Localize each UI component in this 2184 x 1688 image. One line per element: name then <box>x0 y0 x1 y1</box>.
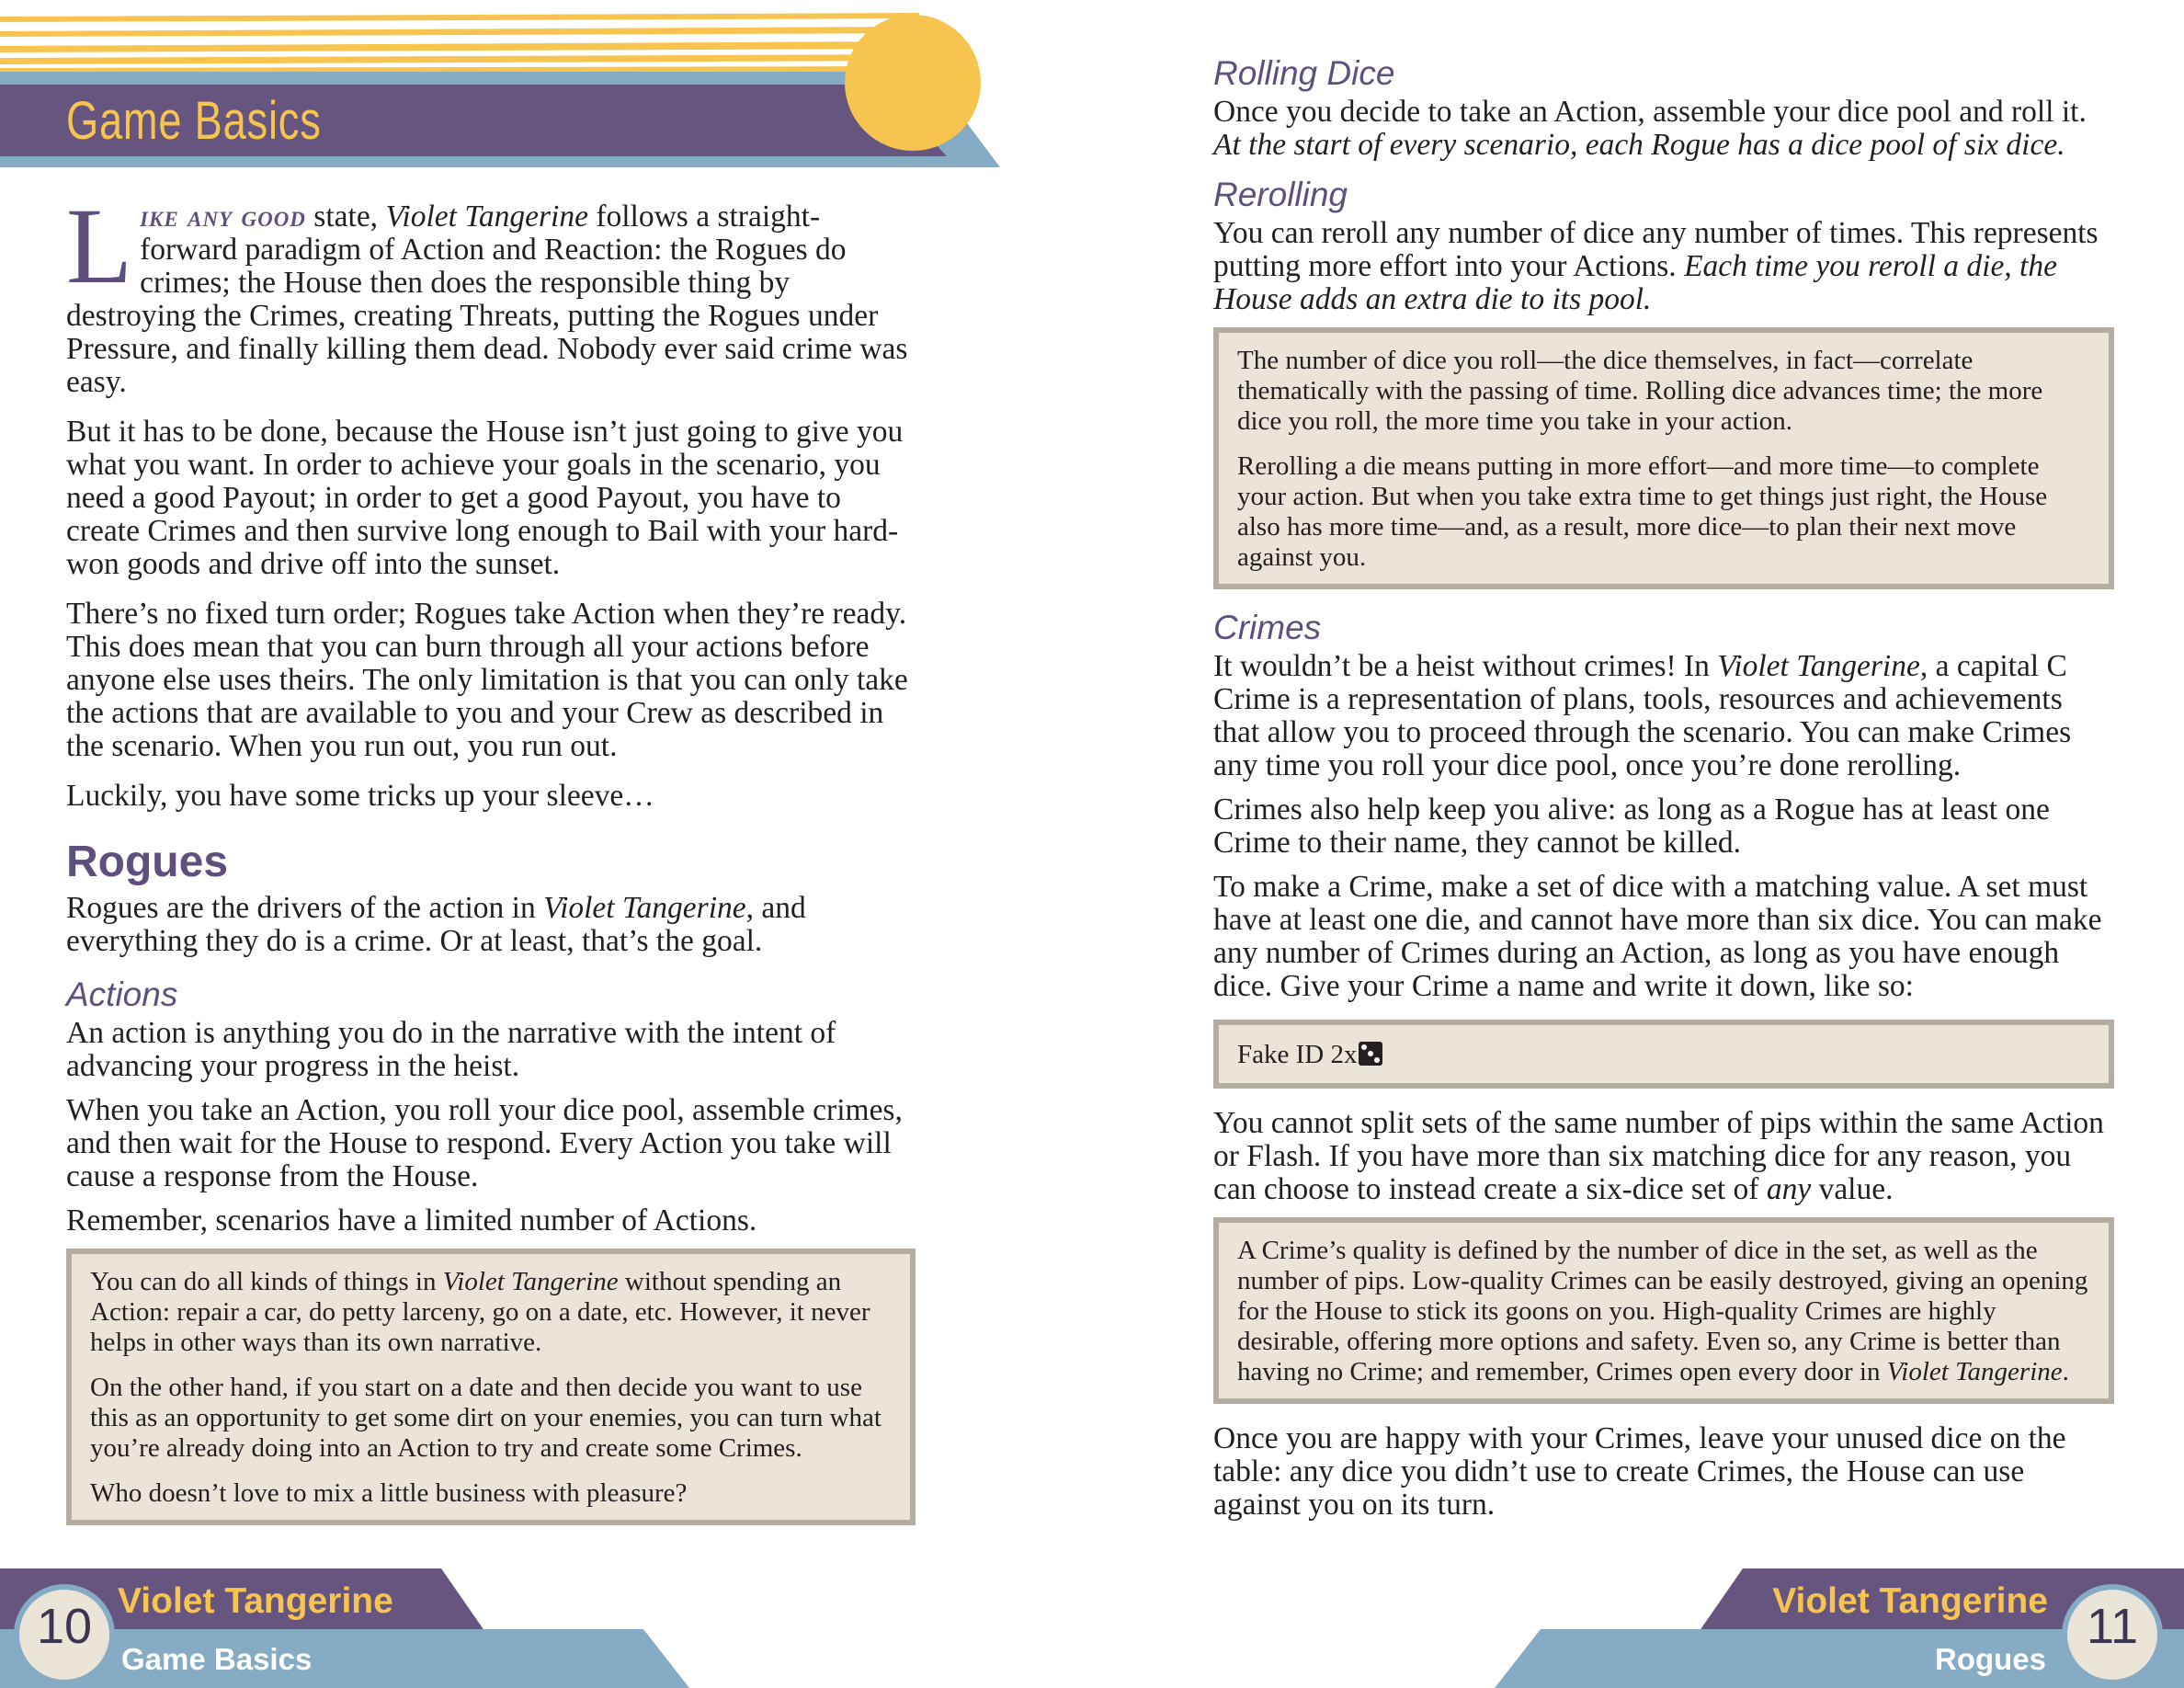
right-page-column <box>1213 53 2114 1538</box>
body-paragraph: There’s no fixed turn order; Rogues take Action when they’re ready. This does mean that you can burn through all your actions before anyone else uses theirs. The only limitation is that you can only take the actions that are available to you and your Crew as described in the scenario. When you run out, you run out. <box>66 597 908 763</box>
footer-book-title-right: Violet Tangerine <box>1772 1581 2048 1621</box>
body-paragraph: An action is anything you do in the narrative with the intent of advancing your progress in the heist. <box>66 1016 836 1083</box>
page-number-left: 10 <box>36 1599 93 1654</box>
lead-in: ike any good <box>140 200 306 234</box>
left-page-column <box>66 186 916 1544</box>
body-paragraph: Once you are happy with your Crimes, leave your unused dice on the table: any dice you didn’t use to create Crimes, the House can use against you on its turn. <box>1213 1421 2066 1522</box>
body-paragraph: It wouldn’t be a heist without crimes! In Violet Tangerine, a capital C Crime is a representation of plans, tools, resources and achievements that allow you to proceed through the scenario. You can make Crimes any time you roll your dice pool, once you’re done rerolling. <box>1213 649 2072 782</box>
body-paragraph: When you take an Action, you roll your dice pool, assemble crimes, and then wait for the House to respond. Every Action you take will cause a response from the House. <box>66 1093 903 1193</box>
box-paragraph: On the other hand, if you start on a date and then decide you want to use this as an opportunity to get some dirt on your enemies, you can turn what you’re already doing into an Action to try and create some Crimes. <box>90 1373 882 1463</box>
body-paragraph: Luckily, you have some tricks up your sleeve… <box>66 779 654 813</box>
body-paragraph: Rogues are the drivers of the action in Violet Tangerine, and everything they do is a crime. Or at least, that’s the goal. <box>66 891 806 958</box>
example-box-fake-id <box>1213 1020 2114 1089</box>
body-paragraph: Once you decide to take an Action, assemble your dice pool and roll it. At the start of every scenario, each Rogue has a dice pool of six dice. <box>1213 95 2087 162</box>
subheading-rolling-dice: Rolling Dice <box>1213 54 1395 92</box>
box-paragraph: A Crime’s quality is defined by the number of dice in the set, as well as the number of pips. Low-quality Crimes can be easily destroyed, giving an opening for the House to stick its goons on you. High-quality Crimes are highly desirable, offering more options and safety. Even so, any Crime is better than having no Crime; and remember, Crimes open every door in Violet Tangerine. <box>1237 1236 2088 1386</box>
page-number-right: 11 <box>2086 1599 2139 1654</box>
subheading-actions: Actions <box>66 975 178 1013</box>
box-paragraph: Who doesn’t love to mix a little business with pleasure? <box>90 1478 688 1508</box>
die-three-icon <box>1359 1042 1382 1066</box>
box-paragraph: Rerolling a die means putting in more effort—and more time—to complete your action. But when you take extra time to get things just right, the House also has more time—and, as a result, more dice—to plan their next move against you. <box>1237 451 2048 572</box>
gold-stripes <box>0 13 919 74</box>
body-paragraph: You cannot split sets of the same number of pips within the same Action or Flash. If you have more than six matching dice for any reason, you can choose to instead create a six-dice set of any value. <box>1213 1106 2104 1206</box>
box-paragraph: You can do all kinds of things in Violet Tangerine without spending an Action: repair a car, do petty larceny, go on a date, etc. However, it never helps in other ways than its own narrative. <box>90 1267 870 1357</box>
sidebar-box-crime-quality <box>1213 1217 2114 1404</box>
body-paragraph: You can reroll any number of dice any number of times. This represents putting more effort into your Actions. Each time you reroll a die, the House adds an extra die to its pool. <box>1213 216 2099 316</box>
example-text: Fake ID 2x <box>1237 1040 2090 1070</box>
footer-section-right: Rogues <box>1934 1642 2046 1676</box>
body-paragraph: But it has to be done, because the House isn’t just going to give you what you want. In order to achieve your goals in the scenario, you need a good Payout; in order to get a good Payout, you have to create Crimes and then survive long enough to Bail with your hard-won goods and drive off into the sunset. <box>66 415 904 581</box>
sidebar-box-actions <box>66 1249 916 1525</box>
chapter-title: Game Basics <box>66 91 322 151</box>
box-paragraph: The number of dice you roll—the dice themselves, in fact—correlate thematically with the passing of time. Rolling dice advances time; the more dice you roll, the more time you take in your action. <box>1237 346 2043 436</box>
section-heading-rogues: Rogues <box>66 838 229 886</box>
body-paragraph: To make a Crime, make a set of dice with a matching value. A set must have at least one die, and cannot have more than six dice. You can make any number of Crimes during an Action, as long as you have enough dice. Give your Crime a name and write it down, like so: <box>1213 870 2102 1003</box>
footer-book-title-left: Violet Tangerine <box>118 1581 393 1621</box>
body-paragraph: Remember, scenarios have a limited number of Actions. <box>66 1203 757 1237</box>
footer-section-left: Game Basics <box>121 1642 313 1676</box>
body-paragraph: Crimes also help keep you alive: as long as a Rogue has at least one Crime to their name, they cannot be killed. <box>1213 793 2050 860</box>
subheading-rerolling: Rerolling <box>1213 176 1348 213</box>
subheading-crimes: Crimes <box>1213 609 1322 646</box>
sun-circle <box>845 15 981 151</box>
book-title-italic: Violet Tangerine <box>385 200 588 234</box>
drop-cap: L <box>66 186 133 306</box>
sidebar-box-rerolling <box>1213 327 2114 589</box>
intro-paragraph: Like any good state, Violet Tangerine follows a straight-forward paradigm of Action and Reaction: the Rogues do crimes; the House then does the responsible thing by destroying the Crimes, creating Threats, putting the Rogues under Pressure, and finally killing them dead. Nobody ever said crime was easy. <box>66 186 908 399</box>
